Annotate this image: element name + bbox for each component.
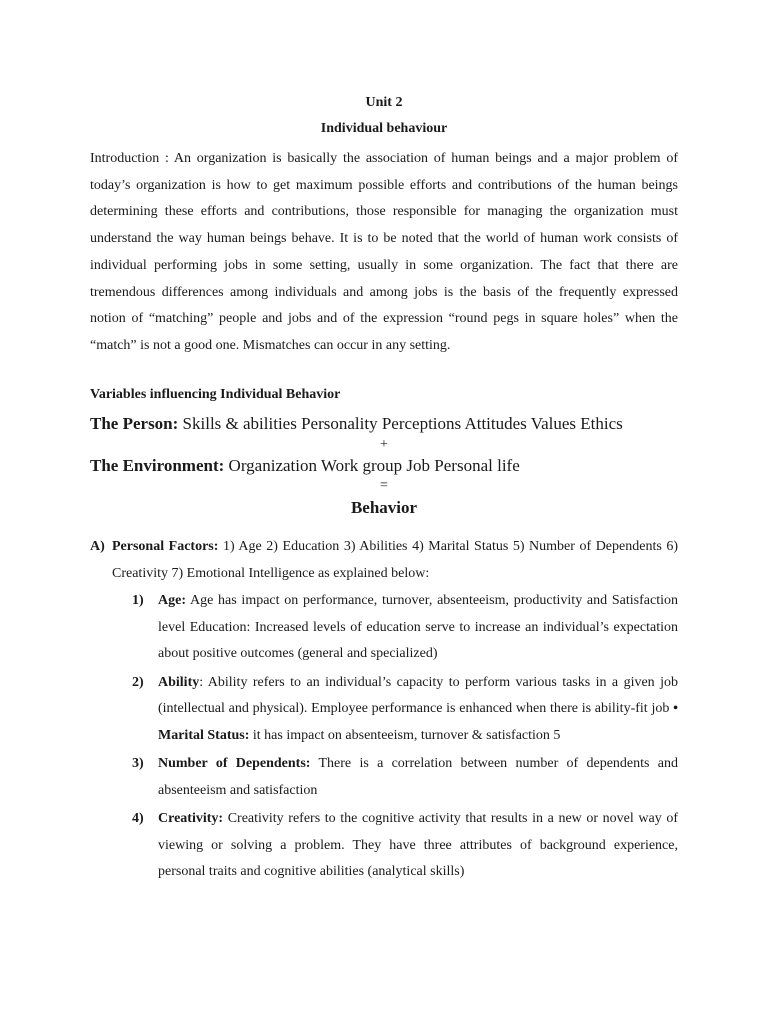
list-item-body: Age has impact on performance, turnover, absenteeism, productivity and Satisfaction level Education: Increased levels of education serve to increase an individual’s expectation about positive outcomes (general and specialized) — [158, 593, 678, 661]
personal-factors — [90, 534, 678, 587]
equation-person-line — [90, 414, 623, 434]
list-item — [132, 670, 678, 750]
list-item-subtext: it has impact on absenteeism, turnover & satisfaction 5 — [252, 727, 561, 743]
list-item-body: Creativity refers to the cognitive activity that results in a new or novel way of viewing or solving a problem. They have three attributes of background experience, personal traits and cognitive abilities (analytical skills) — [158, 811, 678, 879]
list-item-title: Number of Dependents: — [158, 756, 311, 771]
factor-list — [132, 588, 678, 888]
list-item-title: Creativity: — [158, 811, 224, 826]
environment-label: The Environment: — [90, 456, 225, 475]
personal-factors-text — [112, 534, 678, 587]
section-title: Individual behaviour — [320, 121, 448, 136]
list-item — [132, 806, 678, 886]
list-number: 1) — [132, 593, 144, 608]
list-item-body: There is a correlation between number of dependents and absenteeism and satisfaction — [158, 756, 678, 798]
intro-paragraph: Introduction : An organization is basically the association of human beings and a major problem of today’s organization is how to get maximum possible efforts and contributions of the human beings determining these efforts and contributions, those responsible for managing the organization must understand the way human beings behave. It is to be noted that the world of human work consists of individual performing jobs in some setting, usually in some organization. The fact that there are tremendous differences among individuals and among jobs is the basis of the frequently expressed notion of “matching” people and jobs and of the expression “round pegs in square holes” when the “match” is not a good one. Mismatches can occur in any setting. — [90, 151, 678, 353]
list-item — [132, 588, 678, 668]
list-number: 2) — [132, 674, 144, 690]
person-label: The Person: — [90, 414, 179, 433]
environment-text: Organization Work group Job Personal life — [228, 456, 520, 475]
list-item-text — [158, 751, 678, 804]
equation-equals: = — [380, 478, 388, 493]
personal-factors-body: 1) Age 2) Education 3) Abilities 4) Marital Status 5) Number of Dependents 6) Creativity 7) Emotional Intelligence as explained below: — [112, 539, 679, 581]
list-item-body: : Ability refers to an individual’s capacity to perform various tasks in a given job (intellectual and physical). Employee performance is enhanced when there is ability-fit job — [158, 674, 678, 716]
list-item-subtitle: Marital Status: — [158, 727, 250, 743]
list-item-text — [158, 670, 678, 750]
equation-plus: + — [380, 437, 388, 452]
unit-title: Unit 2 — [365, 95, 403, 110]
personal-factors-title: Personal Factors: — [112, 539, 219, 554]
list-item-title: Age: — [158, 593, 186, 608]
personal-factors-label: A) — [90, 539, 105, 554]
bullet-mark: • — [673, 701, 678, 716]
equation-environment-line — [90, 456, 520, 476]
person-text: Skills & abilities Personality Perceptions Attitudes Values Ethics — [182, 414, 623, 433]
list-item — [132, 751, 678, 804]
list-number: 3) — [132, 756, 144, 771]
equation-result: Behavior — [350, 498, 418, 517]
list-item-text — [158, 806, 678, 886]
list-item-text — [158, 588, 678, 668]
list-number: 4) — [132, 811, 144, 826]
list-item-title: Ability — [158, 674, 200, 690]
variables-heading: Variables influencing Individual Behavior — [90, 387, 341, 402]
